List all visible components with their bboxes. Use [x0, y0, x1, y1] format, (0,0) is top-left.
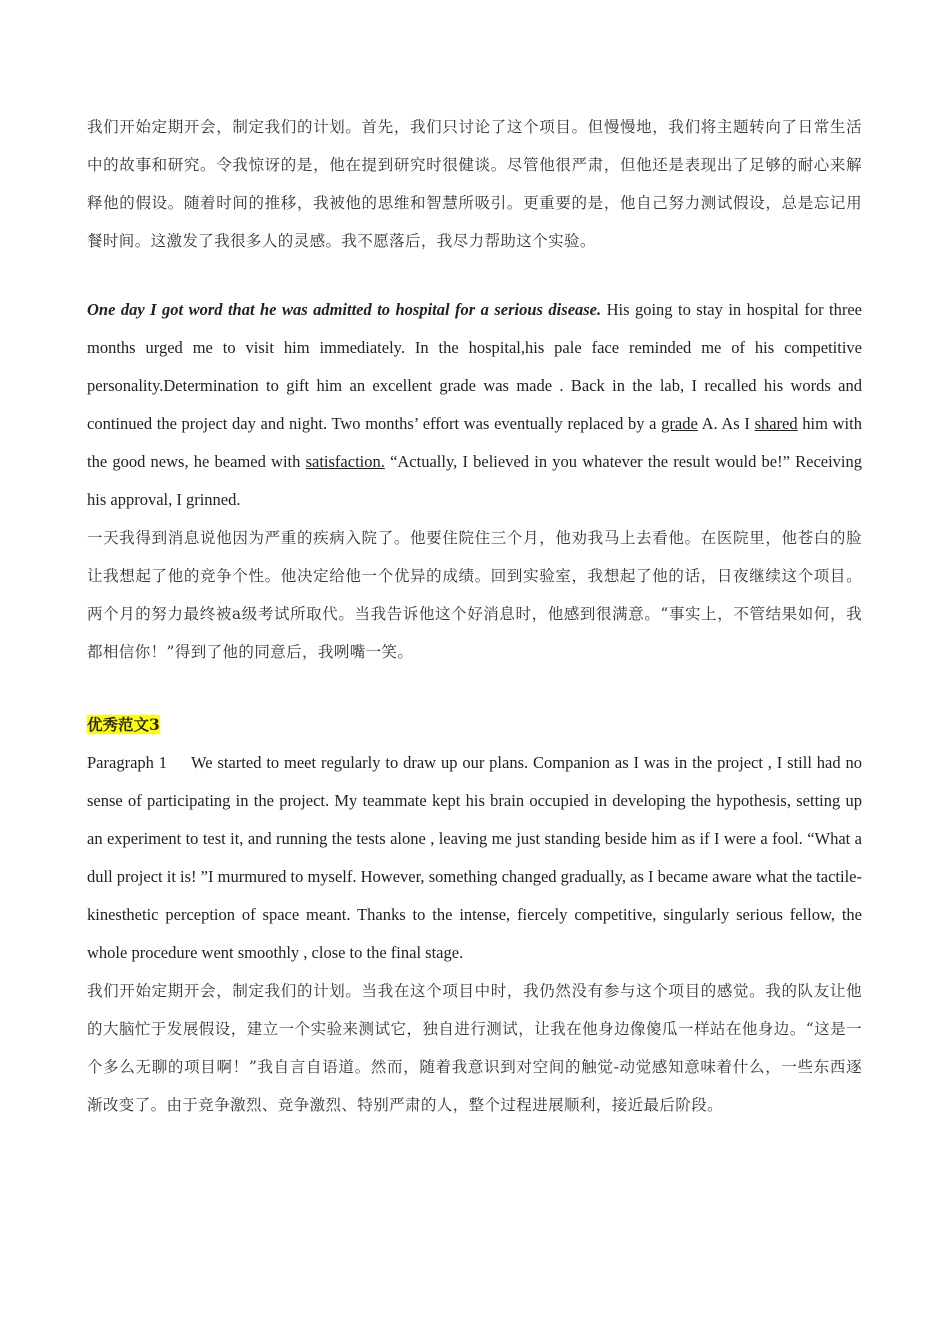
- document-page: [87, 108, 862, 1124]
- chinese-paragraph-1: 我们开始定期开会，制定我们的计划。首先，我们只讨论了这个项目。但慢慢地，我们将主题转向了日常生活中的故事和研究。令我惊讶的是，他在提到研究时很健谈。尽管他很严肃，但他还是表现出了足够的耐心来解释他的假设。随着时间的推移，我被他的思维和智慧所吸引。更重要的是，他自己努力测试假设，总是忘记用餐时间。这激发了我很多人的灵感。我不愿落后，我尽力帮助这个实验。: [87, 118, 862, 250]
- underlined-word-satisfaction: satisfaction.: [305, 452, 385, 471]
- chinese-paragraph-3: 我们开始定期开会，制定我们的计划。当我在这个项目中时，我仍然没有参与这个项目的感觉。我的队友让他的大脑忙于发展假设，建立一个实验来测试它，独自进行测试，让我在他身边像傻瓜一样站在他身边。“这是一个多么无聊的项目啊！”我自言自语道。然而，随着我意识到对空间的触觉-动觉感知意味着什么，一些东西逐渐改变了。由于竞争激烈、竞争激烈、特别严肃的人，整个过程进展顺利，接近最后阶段。: [87, 982, 862, 1114]
- spacer: [87, 671, 862, 706]
- section-heading: [87, 706, 862, 744]
- lead-sentence: One day I got word that he was admitted to hospital for a serious disease.: [87, 300, 602, 319]
- text-segment: “Actually, I believed in you whatever the result would be!” Receiving his approval, I grinned.: [87, 452, 863, 509]
- english-paragraph-3: [87, 744, 862, 972]
- underlined-word-grade: grade: [661, 414, 698, 433]
- english-paragraph-2: [87, 291, 862, 519]
- spacer: [87, 260, 862, 291]
- chinese-paragraph-2: 一天我得到消息说他因为严重的疾病入院了。他要住院住三个月，他劝我马上去看他。在医院里，他苍白的脸让我想起了他的竞争个性。他决定给他一个优异的成绩。回到实验室，我想起了他的话，日夜继续这个项目。两个月的努力最终被a级考试所取代。当我告诉他这个好消息时，他感到很满意。“事实上，不管结果如何，我都相信你！”得到了他的同意后，我咧嘴一笑。: [87, 529, 862, 661]
- text-segment: His going to stay in hospital for three months urged me to visit him immediately. In the hospital,his pale face reminded me of his competitive personality.Determination to gift him an excellent grade was made . Back in the lab, I recalled his words and continued the project day and night. Two months’ effort was eventually replaced by a: [87, 300, 863, 433]
- highlighted-heading-text: 优秀范文3: [87, 715, 160, 734]
- paragraph-label: Paragraph 1: [87, 753, 168, 772]
- text-segment: him with the good news, he beamed with: [87, 414, 862, 471]
- paragraph-text: We started to meet regularly to draw up our plans. Companion as I was in the project , I still had no sense of participating in the project. My teammate kept his brain occupied in developing the hypothesis, setting up an experiment to test it, and running the tests alone , leaving me just standing beside him as if I were a fool. “What a dull project it is! ”I murmured to myself. However, something changed gradually, as I became aware what the tactile-kinesthetic perception of space meant. Thanks to the intense, fiercely competitive, singularly serious fellow, the whole procedure went smoothly , close to the final stage.: [87, 753, 862, 962]
- underlined-word-shared: shared: [754, 414, 798, 433]
- text-segment: A. As I: [697, 414, 755, 433]
